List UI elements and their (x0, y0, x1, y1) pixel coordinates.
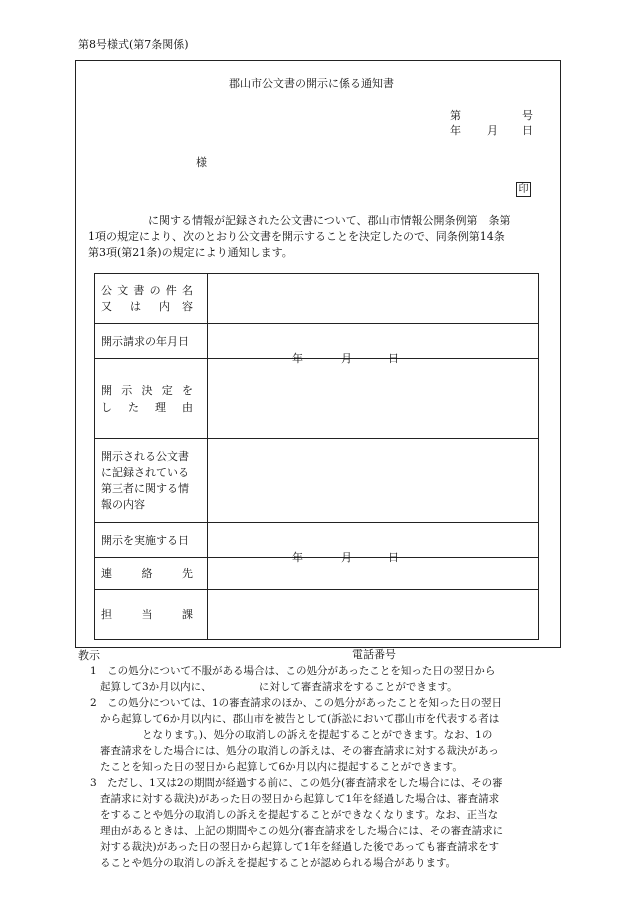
intro-line-1: に関する情報が記録された公文書について、郡山市情報公開条例第 条第 (148, 214, 511, 227)
value-department (208, 590, 539, 661)
char: 開 (101, 383, 112, 397)
date-month: 月 (341, 352, 352, 365)
note-line: 起算して3か月以内に、 に対して審査請求をすることができます。 (100, 681, 458, 693)
row-third-party (95, 439, 539, 523)
note-line: 査請求に対する裁決)があった日の翌日から起算して1年を経過した場合は、審査請求 (100, 793, 500, 805)
note-line: となります。)、処分の取消しの訴えを提起することができます。なお、1の (100, 729, 493, 741)
label-document-title (95, 274, 208, 324)
value-implementation-date (208, 523, 539, 564)
document-title: 郡山市公文書の開示に係る通知書 (229, 77, 394, 90)
intro-line-2: 1項の規定により、次のとおり公文書を開示することを決定したので、同条例第14条 (88, 230, 505, 243)
note-line: 1 この処分について不服がある場合は、この処分があったことを知った日の翌日から (90, 665, 496, 677)
header-month: 月 (487, 124, 498, 137)
char: 由 (182, 400, 193, 414)
char: 課 (182, 608, 193, 621)
char: 公 (101, 284, 112, 297)
char: は (130, 300, 141, 313)
label-request-date: 開示請求の年月日 (95, 324, 208, 359)
char: 担 (101, 608, 112, 621)
label-contact (95, 558, 208, 590)
label-implementation-date: 開示を実施する日 (95, 523, 208, 558)
number-prefix: 第 (450, 109, 461, 122)
char: た (128, 400, 139, 414)
note-line: 3 ただし、1又は2の期間が経過する前に、この処分(審査請求をした場合には、その審 (90, 777, 503, 789)
char: 決 (141, 383, 153, 397)
date-year: 年 (292, 352, 303, 365)
char: 当 (141, 608, 153, 621)
header-day: 日 (522, 124, 533, 137)
char: 文 (117, 284, 129, 297)
char: 容 (182, 300, 193, 313)
char: を (182, 383, 193, 397)
row-reason (95, 359, 539, 439)
row-contact (95, 558, 539, 590)
char: 件 (165, 284, 177, 297)
note-line: 理由があるときは、上記の期間やこの処分(審査請求をした場合には、その審査請求に (100, 825, 504, 837)
char: 示 (121, 383, 133, 397)
row-department (95, 590, 539, 640)
row-request-date (95, 324, 539, 359)
char: 書 (133, 284, 145, 297)
addressee-suffix: 様 (196, 156, 207, 169)
date-year: 年 (292, 551, 303, 564)
label-line: 報の内容 (101, 497, 145, 511)
note-line: 2 この処分については、1の審査請求のほか、この処分があったことを知った日の翌日 (90, 697, 503, 709)
char: の (149, 284, 161, 297)
date-day: 日 (388, 352, 399, 365)
note-line: 審査請求をした場合には、処分の取消しの訴えは、その審査請求に対する裁決があっ (100, 745, 499, 757)
label-line: 開示される公文書 (101, 449, 189, 463)
number-suffix: 号 (522, 109, 533, 122)
value-third-party (208, 439, 539, 523)
label-department (95, 590, 208, 640)
intro-line-3: 第3項(第21条)の規定により通知します。 (88, 246, 293, 259)
label-line: に記録されている (101, 465, 189, 479)
value-reason (208, 359, 539, 439)
note-line: をすることや処分の取消しの訴えを提起することができなくなります。なお、正当な (100, 809, 499, 821)
char: 名 (181, 284, 193, 297)
char: 連 (101, 567, 112, 580)
note-line: から起算して6か月以内に、郡山市を被告として(訴訟において郡山市を代表する者は (100, 713, 500, 725)
char: 又 (101, 300, 112, 313)
value-document-title (208, 274, 539, 324)
form-number: 第8号様式(第7条関係) (78, 38, 189, 51)
note-line: たことを知った日の翌日から起算して6か月以内に提起することができます。 (100, 761, 463, 773)
note-line: 対する裁決)があった日の翌日から起算して1年を経過した後であっても審査請求をす (100, 841, 500, 853)
header-year: 年 (450, 124, 461, 137)
label-reason (95, 359, 208, 439)
date-month: 月 (341, 551, 352, 564)
char: 定 (161, 383, 173, 397)
notice-table (94, 273, 539, 661)
row-implementation-date (95, 523, 539, 558)
notes-heading: 教示 (78, 649, 100, 662)
char: し (101, 400, 112, 414)
date-day: 日 (388, 551, 399, 564)
phone-label: 電話番号 (352, 647, 396, 661)
label-line: 第三者に関する情 (101, 481, 189, 495)
value-contact (208, 558, 539, 590)
value-request-date (208, 324, 539, 365)
note-line: ることや処分の取消しの訴えを提起することが認められる場合があります。 (100, 857, 457, 869)
row-document-title (95, 274, 539, 324)
seal-mark: 印 (516, 182, 531, 197)
char: 理 (155, 400, 166, 414)
label-third-party (95, 439, 208, 523)
char: 内 (159, 300, 170, 313)
char: 絡 (141, 567, 153, 580)
char: 先 (182, 567, 193, 580)
